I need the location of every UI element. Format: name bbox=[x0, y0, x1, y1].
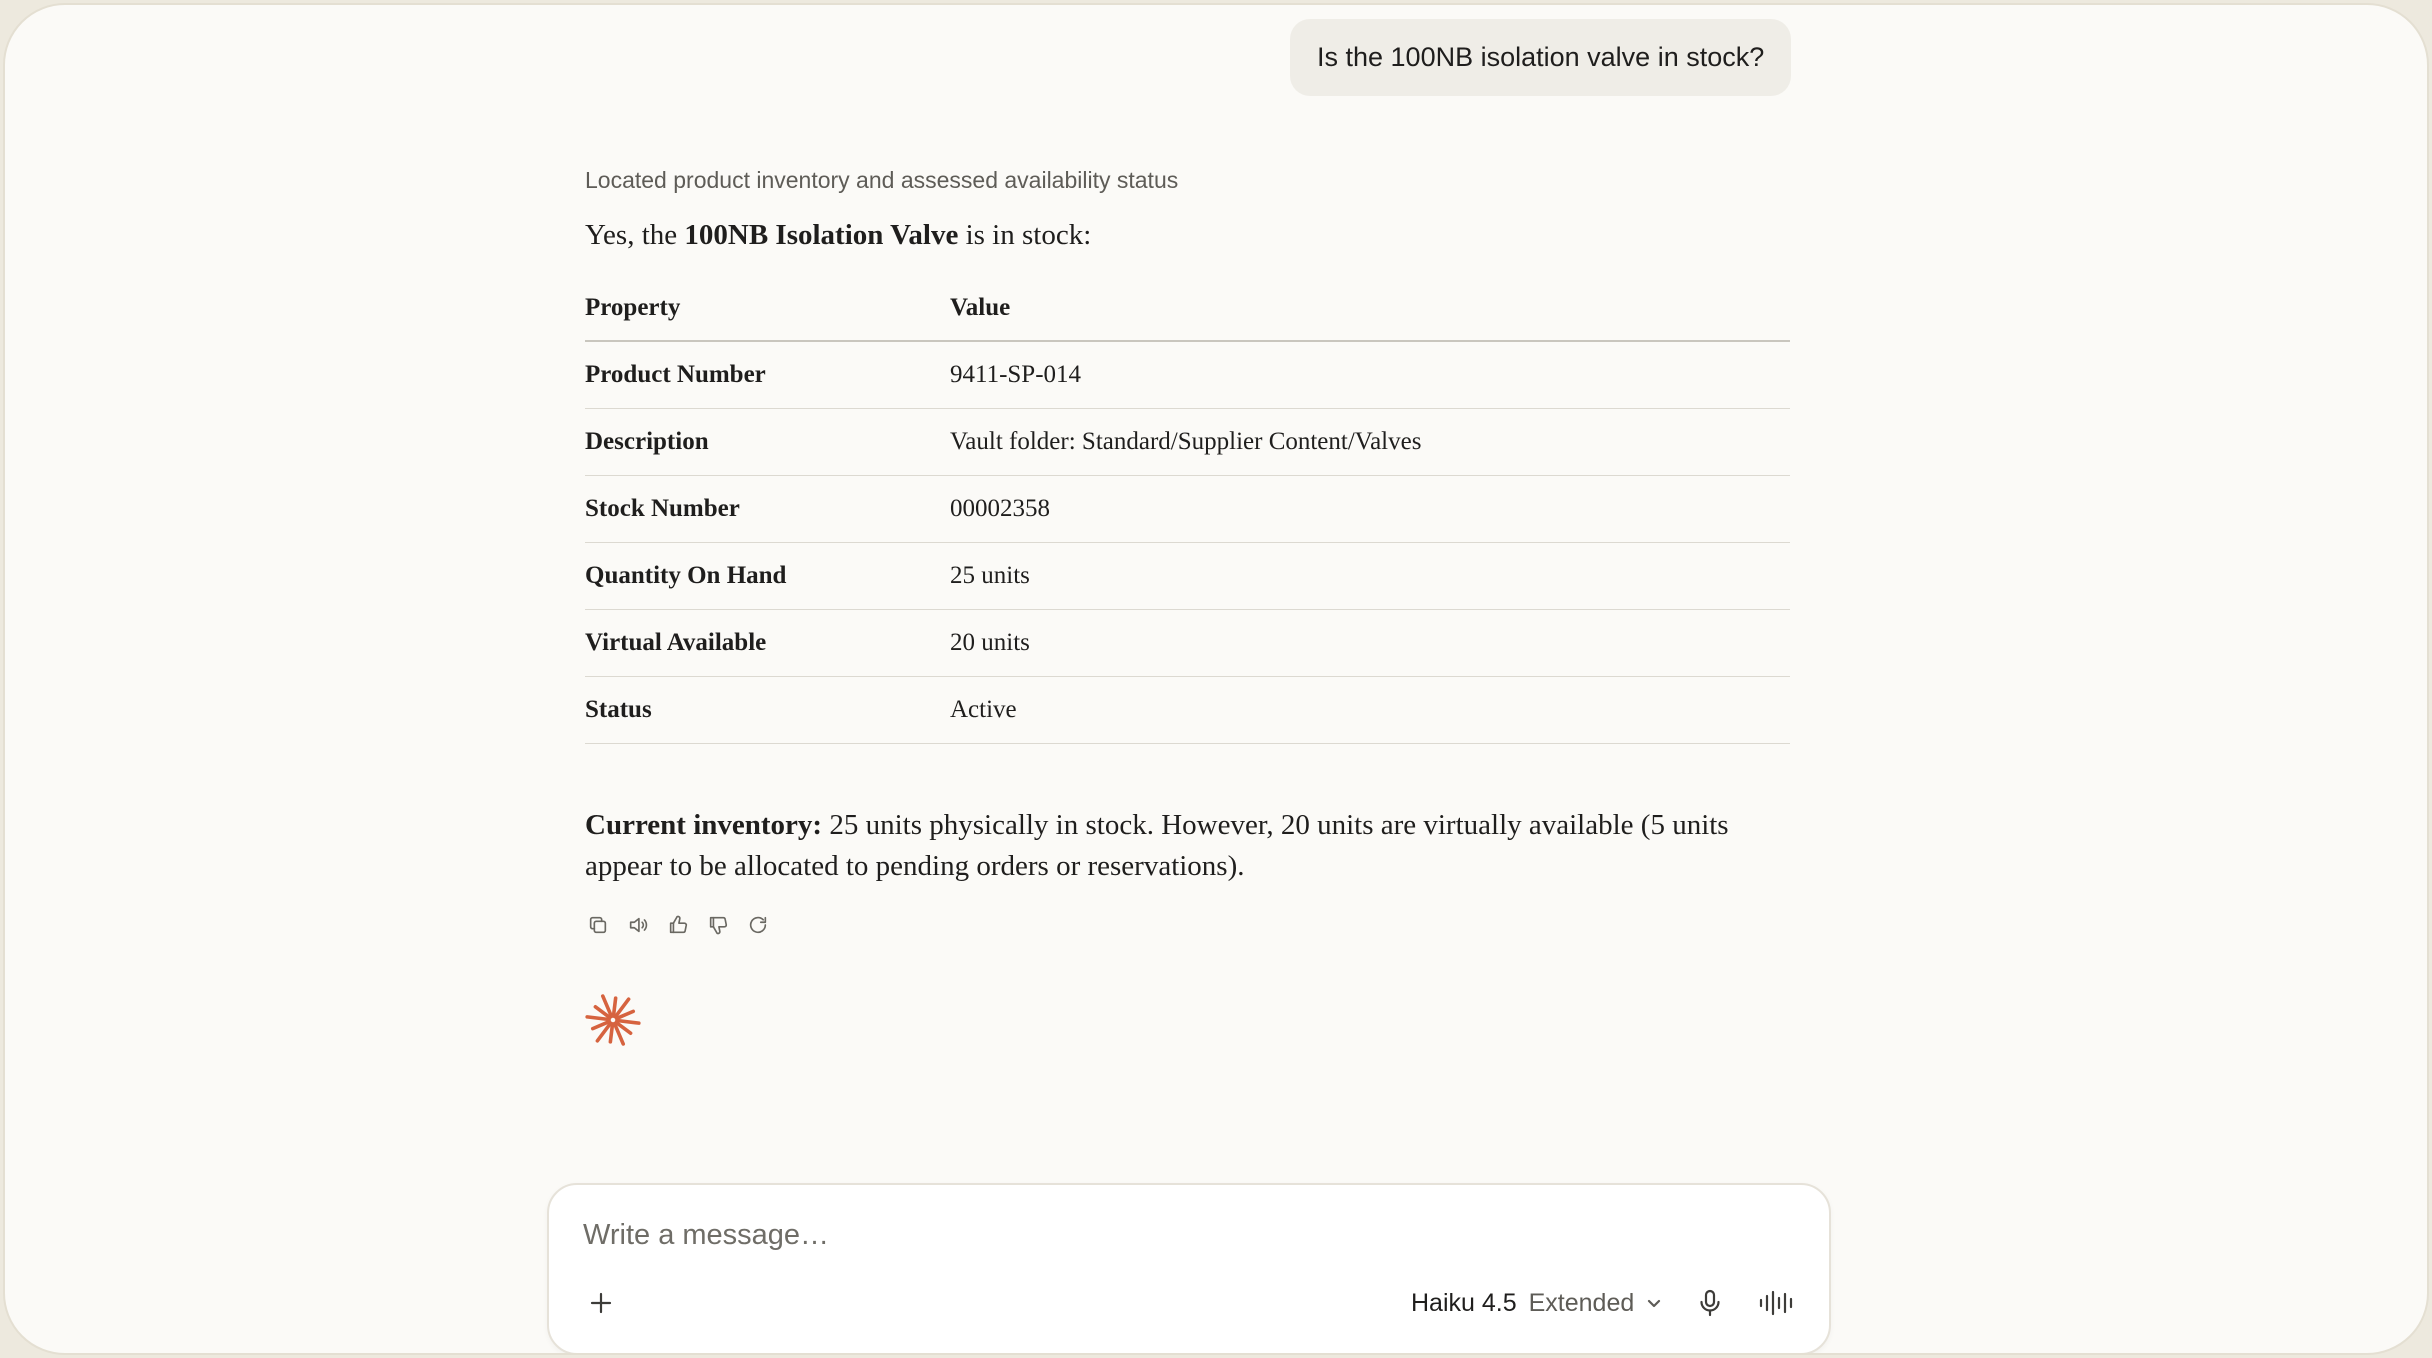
table-cell-value: 25 units bbox=[950, 562, 1030, 589]
table-cell-value: 9411-SP-014 bbox=[950, 361, 1082, 388]
table-cell-property: Virtual Available bbox=[585, 629, 767, 656]
user-message-text: Is the 100NB isolation valve in stock? bbox=[1317, 42, 1765, 72]
answer-intro bbox=[585, 219, 1091, 252]
table-header-value: Value bbox=[950, 293, 1011, 321]
table-cell-value: 00002358 bbox=[950, 495, 1050, 522]
message-input[interactable] bbox=[583, 1213, 1783, 1257]
message-composer bbox=[547, 1183, 1831, 1355]
thumbs-down-icon[interactable] bbox=[707, 914, 729, 936]
table-header-property: Property bbox=[585, 293, 681, 321]
table-row bbox=[585, 610, 1790, 677]
copy-icon[interactable] bbox=[587, 914, 609, 936]
plus-icon bbox=[585, 1287, 617, 1319]
message-actions bbox=[587, 914, 769, 936]
inventory-summary bbox=[585, 805, 1745, 887]
inventory-table bbox=[585, 275, 1790, 744]
summary-text: 25 units physically in stock. However, 20 units are virtually available (5 units appear to be allocated to pending orders or reservations). bbox=[585, 809, 1729, 882]
table-cell-value: Active bbox=[950, 696, 1017, 723]
answer-intro-prefix: Yes, the bbox=[585, 219, 685, 251]
chevron-down-icon bbox=[1646, 1289, 1662, 1318]
table-row bbox=[585, 543, 1790, 610]
answer-intro-product: 100NB Isolation Valve bbox=[684, 219, 959, 251]
summary-label: Current inventory: bbox=[585, 809, 823, 841]
table-cell-value: Vault folder: Standard/Supplier Content/Valves bbox=[950, 428, 1422, 455]
waveform-icon bbox=[1758, 1287, 1796, 1319]
claude-spark-icon bbox=[585, 992, 641, 1048]
model-mode: Extended bbox=[1528, 1288, 1635, 1317]
table-row bbox=[585, 476, 1790, 543]
app-window bbox=[3, 3, 2429, 1355]
microphone-button[interactable] bbox=[1694, 1287, 1726, 1319]
table-header-row bbox=[585, 275, 1790, 342]
table-cell-value: 20 units bbox=[950, 629, 1030, 656]
table-row bbox=[585, 409, 1790, 476]
add-attachment-button[interactable] bbox=[585, 1287, 617, 1319]
model-selector[interactable] bbox=[1411, 1285, 1662, 1321]
table-cell-property: Description bbox=[585, 428, 709, 455]
table-cell-property: Stock Number bbox=[585, 495, 740, 522]
table-cell-property: Quantity On Hand bbox=[585, 562, 787, 589]
thumbs-up-icon[interactable] bbox=[667, 914, 689, 936]
spark-ray bbox=[587, 1017, 609, 1020]
table-cell-property: Product Number bbox=[585, 361, 766, 388]
model-name: Haiku 4.5 bbox=[1411, 1288, 1517, 1317]
spark-ray bbox=[610, 1024, 612, 1042]
spark-ray bbox=[617, 1020, 639, 1023]
speaker-icon[interactable] bbox=[627, 914, 649, 936]
table-row bbox=[585, 342, 1790, 409]
voice-mode-button[interactable] bbox=[1758, 1287, 1796, 1319]
spark-ray bbox=[613, 998, 615, 1016]
answer-intro-suffix: is in stock: bbox=[958, 219, 1092, 251]
microphone-icon bbox=[1694, 1287, 1726, 1319]
table-row bbox=[585, 677, 1790, 744]
table-cell-property: Status bbox=[585, 696, 652, 723]
retry-icon[interactable] bbox=[747, 914, 769, 936]
user-message-bubble bbox=[1290, 19, 1791, 96]
thinking-summary[interactable]: Located product inventory and assessed availability status bbox=[585, 167, 1179, 193]
